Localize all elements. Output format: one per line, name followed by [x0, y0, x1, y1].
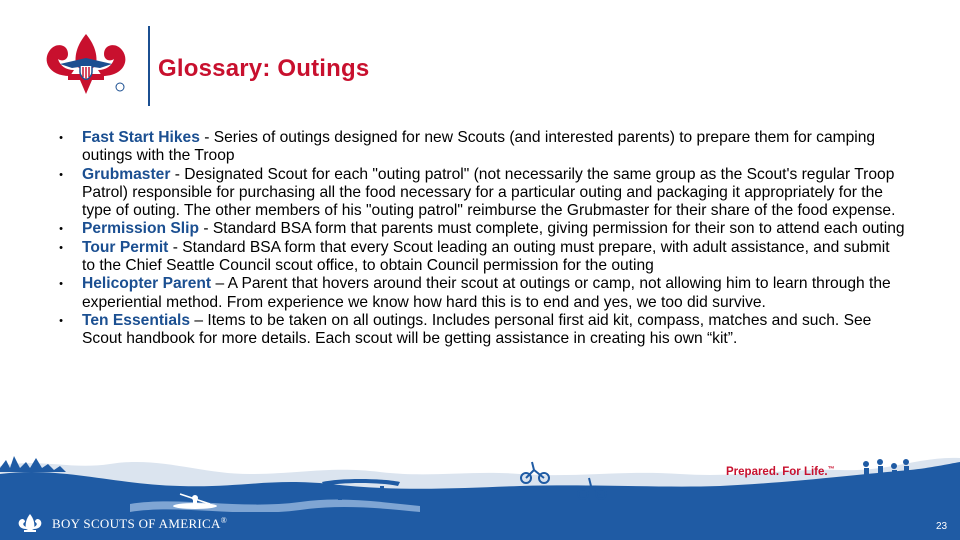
bsa-org-name	[52, 516, 227, 532]
fleur-de-lis-icon	[15, 513, 45, 537]
glossary-item	[56, 166, 906, 221]
glossary-item	[56, 239, 906, 276]
glossary-item	[56, 129, 906, 166]
prepared-for-life-tagline	[726, 466, 835, 478]
slide-title: Glossary: Outings	[158, 55, 370, 82]
glossary-item	[56, 312, 906, 349]
fleur-stem	[80, 80, 92, 94]
tagline-text: Prepared. For Life.	[726, 466, 828, 478]
term-name: Grubmaster	[82, 165, 171, 183]
term-definition: – Items to be taken on all outings. Includes personal first aid kit, compass, matches and such. See Scout handbook for more details. Each scout will be getting assistance in creating his own “kit”.	[82, 311, 872, 348]
glossary-item	[56, 275, 906, 312]
term-definition: - Series of outings designed for new Scouts (and interested parents) to prepare them for camping outings with the Troop	[82, 129, 876, 165]
page-number: 23	[936, 521, 948, 532]
term-name: Permission Slip	[82, 220, 199, 238]
term-name: Fast Start Hikes	[82, 129, 200, 146]
term-name: Ten Essentials	[82, 311, 191, 329]
fleur-left-petal	[47, 45, 74, 76]
registered-circle	[116, 83, 124, 91]
term-definition: – A Parent that hovers around their scout at outings or camp, not allowing him to learn through the experiential method. From experience we know how hard this is to end and yes, we too did survive.	[82, 275, 891, 311]
bullet-icon: •	[59, 241, 63, 254]
header-divider	[148, 26, 150, 106]
bullet-icon: •	[59, 132, 63, 144]
term-definition: - Standard BSA form that every Scout leading an outing must prepare, with adult assistance, and submit to the Chief Seattle Council scout office, to obtain Council permission for the outing	[82, 238, 890, 275]
bsa-org-name-text: BOY SCOUTS OF AMERICA	[52, 516, 221, 531]
registered-mark: ®	[220, 516, 228, 525]
term-name: Helicopter Parent	[82, 275, 212, 293]
tree-line	[0, 456, 66, 472]
bullet-icon: •	[59, 314, 63, 327]
term-name: Tour Permit	[82, 238, 169, 256]
fleur-right-petal	[98, 45, 125, 76]
bullet-icon: •	[59, 223, 63, 236]
glossary-item	[56, 220, 906, 238]
trademark: ™	[827, 466, 835, 473]
term-definition: - Standard BSA form that parents must complete, giving permission for their son to attend each outing	[199, 220, 905, 238]
glossary-list	[56, 129, 906, 349]
bsa-fleur-de-lis-logo	[40, 32, 132, 98]
term-definition: - Designated Scout for each "outing patrol" (not necessarily the same group as the Scout's regular Troop Patrol) responsible for purchasing all the food necessary for a particular outing and packaging it appropriately for the type of outing. The other members of his "outing patrol" reimburse the Grubmaster for their share of the food expense.	[82, 165, 896, 220]
bullet-icon: •	[59, 168, 63, 181]
bullet-icon: •	[59, 278, 63, 291]
